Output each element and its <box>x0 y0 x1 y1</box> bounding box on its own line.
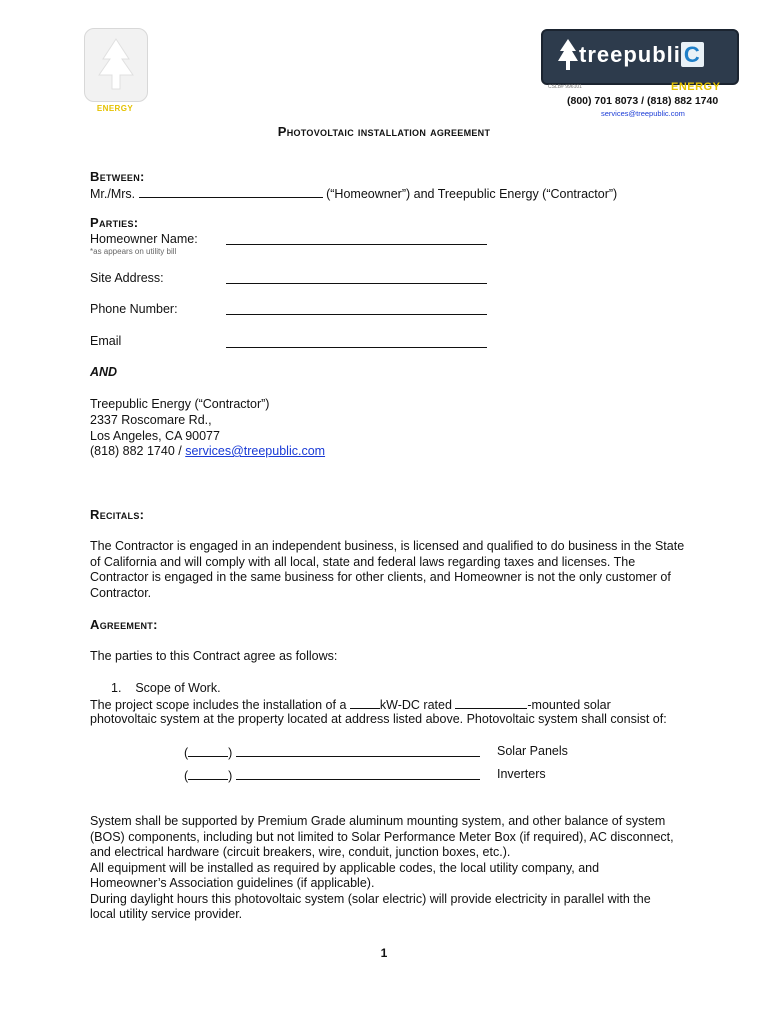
contractor-name: Treepublic Energy (“Contractor”) <box>90 397 270 411</box>
license-number: CSLB# 996101 <box>548 84 582 90</box>
scope-text-c: -mounted solar <box>527 698 611 712</box>
recitals-line: The Contractor is engaged in an independent business, is licensed and qualified to do business in the State <box>90 539 685 553</box>
inverters-qty-blank[interactable] <box>188 767 228 780</box>
contractor-phone: (818) 882 1740 / <box>90 444 182 458</box>
inverters-desc-blank[interactable] <box>236 767 480 780</box>
parties-heading: Parties: <box>90 215 139 230</box>
site-address-field[interactable] <box>226 283 487 284</box>
system-line: System shall be supported by Premium Grade aluminum mounting system, and other balance of system <box>90 814 666 828</box>
phone-number-field[interactable] <box>226 314 487 315</box>
kw-dc-blank[interactable] <box>350 696 380 709</box>
system-body <box>90 814 674 923</box>
solar-panels-qty-blank[interactable] <box>188 744 228 757</box>
scope-text-a: The project scope includes the installation of a <box>90 698 347 712</box>
header-phones: (800) 701 8073 / (818) 882 1740 <box>567 95 719 107</box>
tree-icon <box>85 29 147 101</box>
system-line: local utility service provider. <box>90 907 243 921</box>
site-address-label: Site Address: <box>90 271 164 285</box>
system-line: and electrical hardware (circuit breakers, wire, conduit, junction boxes, etc.). <box>90 845 511 859</box>
component-row-solar-panels: ( ) <box>184 744 480 762</box>
component-row-inverters: ( ) <box>184 767 480 785</box>
between-prefix: Mr./Mrs. <box>90 187 136 201</box>
scope-text-b: kW-DC rated <box>379 698 452 712</box>
email-field[interactable] <box>226 347 487 348</box>
logo-wordmark-c: C <box>681 42 704 67</box>
and-text: AND <box>90 365 118 379</box>
scope-item-title: Scope of Work. <box>135 681 221 695</box>
scope-line-1 <box>90 696 611 714</box>
solar-panels-desc-blank[interactable] <box>236 744 480 757</box>
inverters-label: Inverters <box>497 767 546 781</box>
left-logo-caption: ENERGY <box>96 104 134 113</box>
email-label: Email <box>90 334 122 348</box>
page-title: Photovoltaic installation agreement <box>277 124 491 139</box>
right-logo-energy: ENERGY <box>671 81 721 93</box>
recitals-line: of California and will comply with all local, state and federal laws regarding taxes and licenses. The <box>90 554 636 569</box>
homeowner-name-field[interactable] <box>226 244 487 245</box>
page-number: 1 <box>380 946 388 960</box>
agreement-heading: Agreement: <box>90 617 158 632</box>
contractor-street: 2337 Roscomare Rd., <box>90 413 212 427</box>
phone-number-label: Phone Number: <box>90 302 178 316</box>
between-heading: Between: <box>90 169 145 184</box>
scope-item-number: 1. <box>111 681 122 695</box>
left-logo <box>82 26 148 120</box>
between-line <box>90 185 617 203</box>
tree-logo-box <box>84 28 148 102</box>
logo-wordmark <box>579 42 704 68</box>
contractor-email-link[interactable]: services@treepublic.com <box>185 444 326 458</box>
contractor-city: Los Angeles, CA 90077 <box>90 429 220 443</box>
mount-type-blank[interactable] <box>455 696 527 709</box>
homeowner-name-label: Homeowner Name: <box>90 232 198 246</box>
homeowner-name-note: *as appears on utility bill <box>90 247 177 256</box>
system-line: Homeowner’s Association guidelines (if applicable). <box>90 876 375 890</box>
recitals-line: Contractor. <box>90 585 152 600</box>
recitals-body <box>90 539 684 601</box>
homeowner-name-blank[interactable] <box>139 185 323 198</box>
pine-tree-icon <box>557 38 579 72</box>
system-line: All equipment will be installed as required by applicable codes, the local utility company, and <box>90 860 600 875</box>
system-line: During daylight hours this photovoltaic system (solar electric) will provide electricity in parallel with the <box>90 891 651 906</box>
logo-wordmark-main: treepubli <box>579 42 681 67</box>
system-line: (BOS) components, including but not limited to Solar Performance Meter Box (if required), AC disconnect, <box>90 829 674 844</box>
recitals-heading: Recitals: <box>90 507 145 522</box>
treepublic-logo <box>541 29 739 85</box>
header-email: services@treepublic.com <box>601 109 685 118</box>
between-suffix: (“Homeowner”) and Treepublic Energy (“Contractor”) <box>326 187 618 201</box>
agreement-intro: The parties to this Contract agree as follows: <box>90 649 338 663</box>
scope-item <box>111 681 221 697</box>
recitals-line: Contractor is engaged in the same business for other clients, and Homeowner is not the only customer of <box>90 570 671 584</box>
solar-panels-label: Solar Panels <box>497 744 568 758</box>
scope-line-2: photovoltaic system at the property located at address listed above. Photovoltaic system shall consist of: <box>90 712 667 726</box>
contractor-contact <box>90 444 325 460</box>
